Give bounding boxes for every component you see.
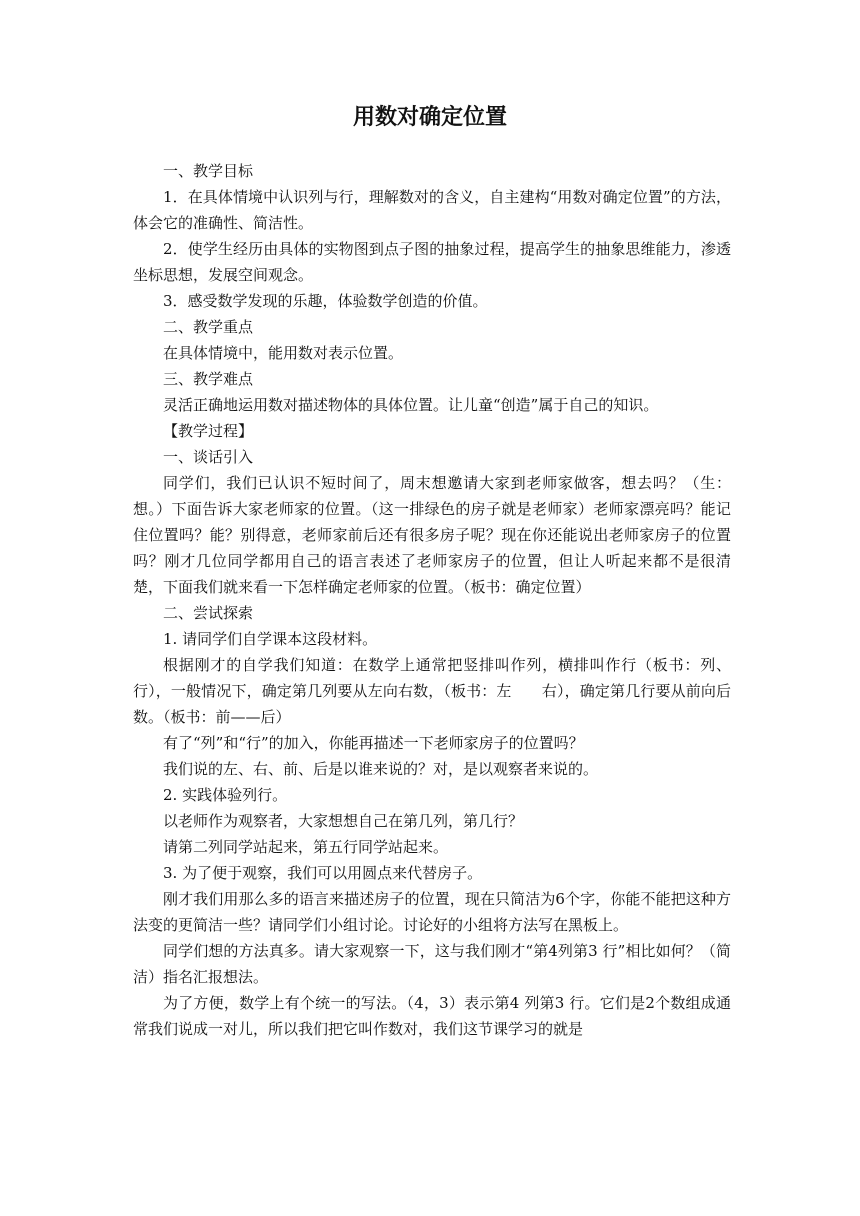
exploration-compare-text: 同学们想的方法真多。请大家观察一下，这与我们刚才“第4列第3 行”相比如何？（简洁）指名汇报想法。 (133, 942, 731, 986)
exploration-observer-text: 以老师作为观察者，大家想想自己在第几列，第几行？ (163, 812, 524, 830)
exploration-number-pair-text: 为了方便，数学上有个统一的写法。（4，3）表示第4 列第3 行。它们是2个数组成通常我们说成一对儿，所以我们把它叫作数对，我们这节课学习的就是 (133, 994, 731, 1038)
goal-item-3: 3．感受数学发现的乐趣，体验数学创造的价值。 (163, 292, 488, 310)
exploration-question-1: 有了“列”和“行”的加入，你能再描述一下老师家房子的位置吗？ (163, 734, 584, 752)
subheading-introduction: 一、谈话引入 (163, 448, 254, 466)
document-body (133, 158, 731, 1042)
exploration-step-3: 3. 为了便于观察，我们可以用圆点来代替房子。 (163, 864, 483, 882)
subheading-exploration: 二、尝试探索 (163, 604, 254, 622)
exploration-step-1: 1. 请同学们自学课本这段材料。 (163, 630, 378, 648)
introduction-paragraph: 同学们，我们已认识不短时间了，周末想邀请大家到老师家做客，想去吗？（生：想。）下面告诉大家老师家的位置。（这一排绿色的房子就是老师家）老师家漂亮吗？能记住位置吗？能？别得意，老师家前后还有很多房子呢？现在你还能说出老师家房子的位置吗？刚才几位同学都用自己的语言表述了老师家房子的位置，但让人听起来都不是很清楚，下面我们就来看一下怎样确定老师家的位置。（板书：确定位置） (133, 474, 731, 596)
exploration-discussion-text: 刚才我们用那么多的语言来描述房子的位置，现在只简洁为6个字，你能不能把这种方法变的更简洁一些？请同学们小组讨论。讨论好的小组将方法写在黑板上。 (133, 890, 731, 934)
section-heading-teaching-process: 【教学过程】 (163, 422, 254, 440)
section-heading-key-points: 二、教学重点 (163, 318, 254, 336)
section-heading-difficulties: 三、教学难点 (163, 370, 254, 388)
goal-item-2: 2．使学生经历由具体的实物图到点子图的抽象过程，提高学生的抽象思维能力，渗透坐标思想，发展空间观念。 (133, 240, 731, 284)
exploration-step-2: 2. 实践体验列行。 (163, 786, 288, 804)
exploration-question-2: 我们说的左、右、前、后是以谁来说的？对，是以观察者来说的。 (163, 760, 599, 778)
section-heading-teaching-goals: 一、教学目标 (163, 162, 254, 180)
document-title: 用数对确定位置 (352, 105, 507, 130)
goal-item-1: 1．在具体情境中认识列与行，理解数对的含义，自主建构“用数对确定位置”的方法，体会它的准确性、简洁性。 (133, 188, 731, 232)
exploration-paragraph-columns-rows: 根据刚才的自学我们知道：在数学上通常把竖排叫作列，横排叫作行（板书：列、行），一般情况下，确定第几列要从左向右数，（板书：左 右），确定第几行要从前向后数。（板书：前——后） (133, 656, 731, 726)
exploration-standup-text: 请第二列同学站起来，第五行同学站起来。 (163, 838, 449, 856)
key-points-text: 在具体情境中，能用数对表示位置。 (163, 344, 404, 362)
difficulties-text: 灵活正确地运用数对描述物体的具体位置。让儿童“创造”属于自己的知识。 (163, 396, 659, 414)
